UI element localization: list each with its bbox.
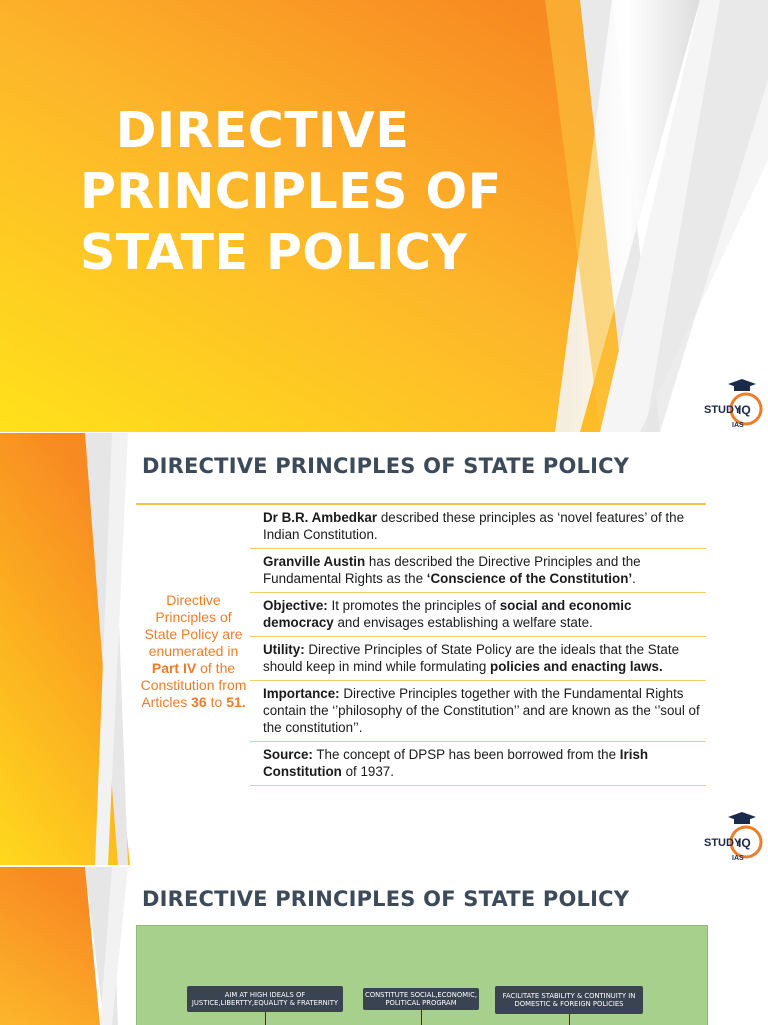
slide-heading: DIRECTIVE PRINCIPLES OF STATE POLICY <box>142 454 630 478</box>
diagram-slide <box>0 867 768 1025</box>
table-row <box>250 593 706 637</box>
row-term: Granville Austin <box>263 554 366 569</box>
title-line-3: STATE POLICY <box>80 224 468 281</box>
row-text: has described the Directive Principles and the Fundamental Rights as the <box>263 554 641 586</box>
left-cell-text-c: to <box>210 693 223 710</box>
svg-text:IAS: IAS <box>732 855 744 862</box>
left-cell-text-b: of the Constitution from Articles <box>140 659 247 710</box>
svg-text:IQ: IQ <box>738 403 751 417</box>
row-text: described these principles as ‘novel features’ of the Indian Constitution. <box>263 510 685 542</box>
row-term: Utility: <box>263 642 305 657</box>
left-cell-text-a: Directive Principles of State Policy are enumerated in <box>144 591 243 659</box>
svg-text:STUDY: STUDY <box>704 837 742 849</box>
left-cell-article-51: 51. <box>226 693 246 710</box>
studyiq-logo <box>702 378 764 432</box>
row-text-end: . <box>632 571 636 586</box>
diagram-box-program: CONSTITUTE SOCIAL,ECONOMIC, POLITICAL PROGRAM <box>363 988 479 1010</box>
principles-table <box>250 505 706 786</box>
table-row <box>250 742 706 786</box>
table-row <box>250 681 706 742</box>
left-summary-cell <box>138 506 249 796</box>
row-text: It promotes the principles of <box>327 598 500 613</box>
title-slide <box>0 0 768 432</box>
row-emphasis: social and economic democracy <box>263 598 632 630</box>
row-text-end: of 1937. <box>341 764 394 779</box>
slide-title <box>80 100 502 283</box>
studyiq-logo <box>702 811 764 865</box>
diagram-connector <box>265 1012 266 1025</box>
row-text-end: and envisages establishing a welfare state. <box>333 615 593 630</box>
table-row <box>250 637 706 681</box>
row-text: Directive Principles together with the Fundamental Rights contain the ‘’philosophy of the Constitution’’ and are known as the ‘’soul of the constitution’’. <box>263 686 700 735</box>
row-term: Dr B.R. Ambedkar <box>263 510 378 525</box>
svg-text:IQ: IQ <box>738 836 751 850</box>
row-term: Objective: <box>263 598 328 613</box>
row-emphasis: Irish Constitution <box>263 747 649 779</box>
left-cell-part-iv: Part IV <box>151 659 197 676</box>
svg-text:STUDY: STUDY <box>704 404 742 416</box>
studyiq-logo-mark <box>702 811 764 865</box>
diagram-box-ideals: AIM AT HIGH IDEALS OF JUSTICE,LIBERTTY,EQUALITY & FRATERNITY <box>187 986 343 1012</box>
table-row <box>250 549 706 593</box>
diagram-connector <box>421 1010 422 1025</box>
left-cell-article-36: 36 <box>191 693 207 710</box>
table-row <box>250 505 706 549</box>
svg-text:IAS: IAS <box>732 422 744 429</box>
diagram-box-stability: FACILITATE STABILITY & CONTINUITY IN DOMESTIC & FOREIGN POLICIES <box>495 986 643 1014</box>
row-emphasis: ‘Conscience of the Constitution’ <box>426 571 633 586</box>
title-line-1: DIRECTIVE <box>115 102 410 159</box>
row-term: Importance: <box>263 686 340 701</box>
row-term: Source: <box>263 747 313 762</box>
studyiq-logo-mark <box>702 378 764 432</box>
title-line-2: PRINCIPLES OF <box>80 163 502 220</box>
objectives-diagram <box>136 925 708 1025</box>
slide-heading: DIRECTIVE PRINCIPLES OF STATE POLICY <box>142 887 630 911</box>
content-slide <box>0 433 768 865</box>
row-text: The concept of DPSP has been borrowed from the <box>312 747 620 762</box>
row-emphasis: policies and enacting laws. <box>490 659 663 674</box>
row-text: Directive Principles of State Policy are the ideals that the State should keep in mind while formulating <box>263 642 680 674</box>
diagram-connector <box>569 1014 570 1025</box>
